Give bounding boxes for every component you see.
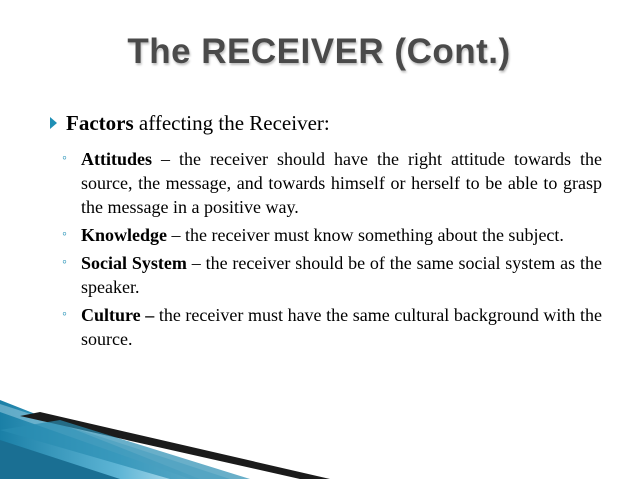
list-item-knowledge (62, 223, 602, 247)
corner-swoosh-decoration (0, 390, 638, 479)
circle-bullet-icon: ◦ (62, 227, 67, 242)
list-item-social-system (62, 251, 602, 299)
sub-bullet-list (62, 147, 602, 355)
list-item-culture (62, 303, 602, 351)
item-term: Culture – (81, 305, 155, 325)
circle-bullet-icon: ◦ (62, 255, 67, 270)
circle-bullet-icon: ◦ (62, 151, 67, 166)
circle-bullet-icon: ◦ (62, 307, 67, 322)
list-item-attitudes (62, 147, 602, 219)
slide-title: The RECEIVER (Cont.) (127, 32, 511, 71)
item-description: – the receiver must know something about the subject. (167, 225, 564, 245)
main-bullet (50, 111, 610, 136)
item-description: the receiver must have the same cultural background with the source. (81, 305, 602, 349)
main-bullet-text (66, 111, 330, 135)
arrow-bullet-icon (50, 117, 57, 129)
item-term: Social System (81, 253, 187, 273)
item-term: Attitudes (81, 149, 152, 169)
item-description: – the receiver should have the right attitude towards the source, the message, and towards himself or herself to be able to grasp the message in a positive way. (81, 149, 602, 217)
main-bullet-rest: affecting the Receiver: (133, 111, 330, 135)
item-description: – the receiver should be of the same social system as the speaker. (81, 253, 602, 297)
main-bullet-bold: Factors (66, 111, 134, 135)
item-term: Knowledge (81, 225, 168, 245)
